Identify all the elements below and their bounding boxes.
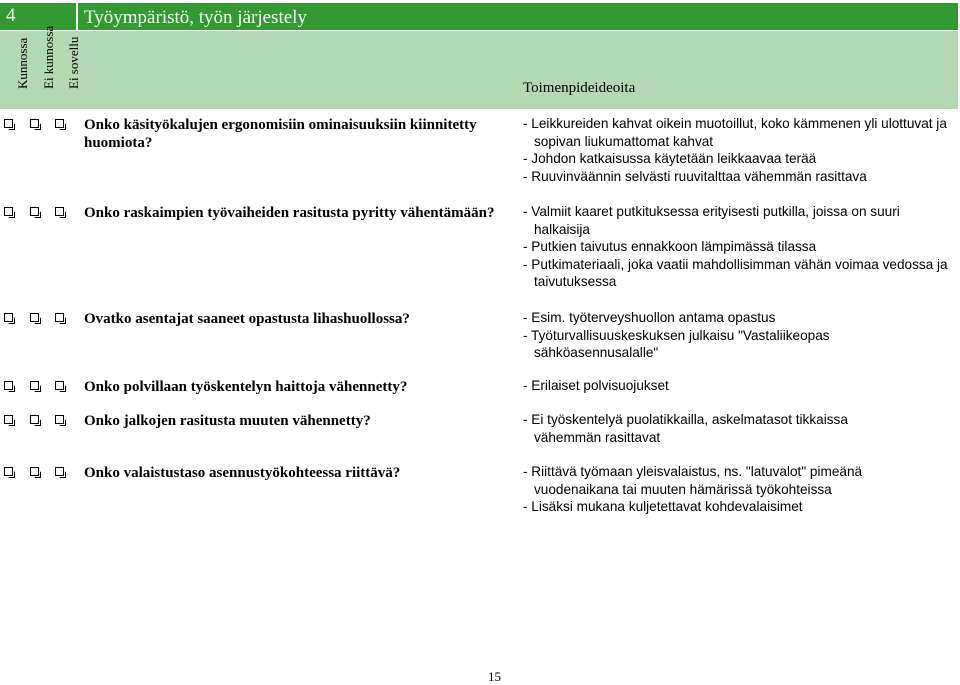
- action-item: - Putkien taivutus ennakkoon lämpimässä tilassa: [523, 239, 817, 254]
- section-title: Työympäristö, työn järjestely: [84, 7, 307, 28]
- action-list: [523, 115, 953, 185]
- action-list: [523, 463, 953, 516]
- action-item: - Ei työskentelyä puolatikkailla, askelmatasot tikkaissa vähemmän rasittavat: [523, 412, 848, 445]
- action-list: [523, 377, 953, 395]
- checkbox-ei-kunnossa[interactable]: [30, 467, 39, 476]
- checkbox-kunnossa[interactable]: [4, 415, 13, 424]
- header-ei-sovellu-label: Ei sovellu: [66, 36, 81, 89]
- header-ei-kunnossa: [29, 25, 56, 109]
- action-item: - Erilaiset polvisuojukset: [523, 378, 669, 393]
- checkbox-ei-kunnossa[interactable]: [30, 313, 39, 322]
- header-kunnossa: [3, 31, 30, 109]
- checkbox-ei-kunnossa[interactable]: [30, 415, 39, 424]
- checkbox-ei-kunnossa[interactable]: [30, 381, 39, 390]
- question-text: Onko jalkojen rasitusta muuten vähennetty?: [84, 413, 371, 429]
- header-actions: Toimenpideideoita: [523, 80, 636, 96]
- action-item: - Lisäksi mukana kuljetettavat kohdevalaisimet: [523, 499, 803, 514]
- checkbox-ei-sovellu[interactable]: [55, 119, 64, 128]
- column-header-band: [0, 31, 958, 109]
- action-item: - Leikkureiden kahvat oikein muotoillut, koko kämmenen yli ulottuvat ja sopivan liukumattomat kahvat: [523, 116, 947, 149]
- action-item: - Putkimateriaali, joka vaatii mahdollisimman vähän voimaa vedossa ja taivutuksessa: [523, 256, 948, 289]
- checkbox-ei-kunnossa[interactable]: [30, 119, 39, 128]
- question-text: Onko valaistustaso asennustyökohteessa riittävä?: [84, 465, 401, 481]
- question-text: Onko käsityökalujen ergonomisiin ominaisuuksiin kiinnitetty huomiota?: [84, 117, 477, 151]
- action-item: - Johdon katkaisussa käytetään leikkaavaa terää: [523, 151, 817, 166]
- page-number: 15: [488, 669, 501, 684]
- title-divider: [76, 3, 78, 30]
- checkbox-kunnossa[interactable]: [4, 467, 13, 476]
- action-item: - Ruuvinväännin selvästi ruuvitalttaa vähemmän rasittava: [523, 168, 867, 184]
- action-item: - Riittävä työmaan yleisvalaistus, ns. "latuvalot" pimeänä vuodenaikana tai muuten hämärissä työkohteissa: [523, 464, 863, 497]
- action-item: - Työturvallisuuskeskuksen julkaisu "Vastaliikeopas sähköasennusalalle": [523, 327, 830, 360]
- action-item: - Esim. työterveyshuollon antama opastus: [523, 310, 776, 325]
- checkbox-ei-sovellu[interactable]: [55, 381, 64, 390]
- checkbox-kunnossa[interactable]: [4, 207, 13, 216]
- action-item: - Valmiit kaaret putkituksessa erityisesti putkilla, joissa on suuri halkaisija: [523, 204, 900, 237]
- question-text: Onko polvillaan työskentelyn haittoja vähennetty?: [84, 379, 408, 395]
- question-text: Ovatko asentajat saaneet opastusta lihashuollossa?: [84, 311, 410, 327]
- header-kunnossa-label: Kunnossa: [15, 37, 30, 89]
- action-list: [523, 411, 953, 446]
- checkbox-ei-sovellu[interactable]: [55, 313, 64, 322]
- section-number: 4: [6, 5, 16, 26]
- checkbox-kunnossa[interactable]: [4, 381, 13, 390]
- action-list: [523, 309, 953, 362]
- action-list: [523, 203, 953, 291]
- checkbox-kunnossa[interactable]: [4, 119, 13, 128]
- header-ei-kunnossa-label: Ei kunnossa: [41, 25, 56, 89]
- question-text: Onko raskaimpien työvaiheiden rasitusta pyritty vähentämään?: [84, 205, 495, 221]
- section-title-bar: [0, 3, 958, 30]
- header-ei-sovellu: [54, 31, 81, 109]
- checkbox-kunnossa[interactable]: [4, 313, 13, 322]
- checkbox-ei-sovellu[interactable]: [55, 467, 64, 476]
- checkbox-ei-kunnossa[interactable]: [30, 207, 39, 216]
- checkbox-ei-sovellu[interactable]: [55, 415, 64, 424]
- checkbox-ei-sovellu[interactable]: [55, 207, 64, 216]
